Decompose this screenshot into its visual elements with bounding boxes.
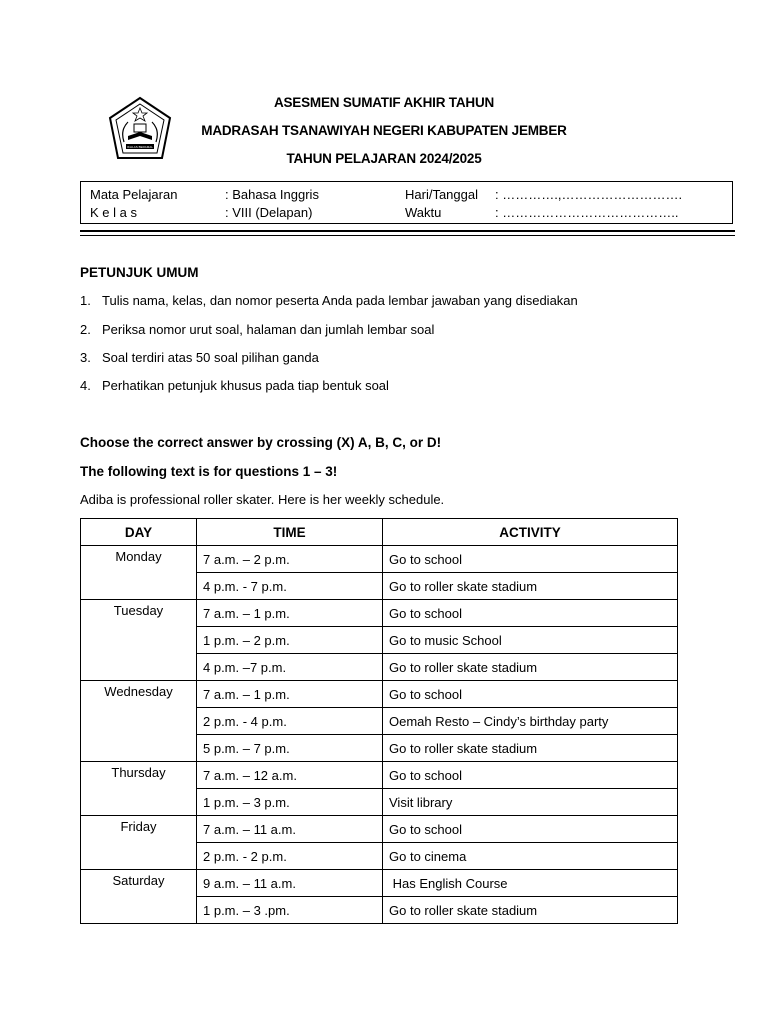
subject-label: Mata Pelajaran: [90, 187, 178, 202]
header-title: ASESMEN SUMATIF AKHIR TAHUN: [273, 95, 495, 110]
activity-cell: Go to roller skate stadium: [383, 735, 678, 762]
activity-cell: Oemah Resto – Cindy’s birthday party: [383, 708, 678, 735]
instruction-text: Tulis nama, kelas, dan nomor peserta Anda pada lembar jawaban yang disediakan: [102, 293, 578, 308]
instructions-title: PETUNJUK UMUM: [80, 265, 199, 280]
instruction-number: 2.: [80, 322, 91, 337]
table-row: [81, 816, 678, 843]
table-header-row: [81, 519, 678, 546]
date-value: : ………….,……………………….: [495, 187, 683, 202]
activity-cell: Go to school: [383, 816, 678, 843]
text-intro: The following text is for questions 1 – 3!: [80, 464, 338, 479]
header-school: MADRASAH TSANAWIYAH NEGERI KABUPATEN JEMBER: [201, 123, 567, 138]
time-cell: 5 p.m. – 7 p.m.: [197, 735, 383, 762]
time-cell: 7 a.m. – 2 p.m.: [197, 546, 383, 573]
schedule-table: [80, 518, 678, 924]
date-label: Hari/Tanggal: [405, 187, 478, 202]
time-cell: 7 a.m. – 1 p.m.: [197, 681, 383, 708]
passage-text: Adiba is professional roller skater. Here is her weekly schedule.: [80, 492, 445, 507]
divider-thin: [80, 235, 735, 236]
instruction-text: Soal terdiri atas 50 soal pilihan ganda: [102, 350, 319, 365]
activity-cell: Go to roller skate stadium: [383, 897, 678, 924]
instruction-item: [80, 322, 434, 337]
question-directive: Choose the correct answer by crossing (X) A, B, C, or D!: [80, 435, 442, 450]
day-cell: Thursday: [81, 762, 197, 816]
time-cell: 7 a.m. – 12 a.m.: [197, 762, 383, 789]
time-cell: 1 p.m. – 3 .pm.: [197, 897, 383, 924]
table-row: [81, 681, 678, 708]
instruction-number: 3.: [80, 350, 91, 365]
time-cell: 7 a.m. – 11 a.m.: [197, 816, 383, 843]
class-value: : VIII (Delapan): [225, 205, 313, 220]
header-day: DAY: [81, 519, 197, 546]
time-cell: 9 a.m. – 11 a.m.: [197, 870, 383, 897]
activity-cell: Go to school: [383, 762, 678, 789]
time-cell: 1 p.m. – 3 p.m.: [197, 789, 383, 816]
activity-cell: Go to school: [383, 600, 678, 627]
activity-cell: Go to school: [383, 546, 678, 573]
day-cell: Tuesday: [81, 600, 197, 681]
time-cell: 1 p.m. – 2 p.m.: [197, 627, 383, 654]
divider-thick: [80, 230, 735, 232]
activity-cell: Go to roller skate stadium: [383, 654, 678, 681]
table-row: [81, 600, 678, 627]
table-row: [81, 546, 678, 573]
activity-cell: Has English Course: [383, 870, 678, 897]
instruction-item: [80, 378, 389, 393]
instruction-text: Periksa nomor urut soal, halaman dan jumlah lembar soal: [102, 322, 435, 337]
header-activity: ACTIVITY: [383, 519, 678, 546]
class-label: K e l a s: [90, 205, 137, 220]
day-cell: Wednesday: [81, 681, 197, 762]
day-cell: Saturday: [81, 870, 197, 924]
activity-cell: Visit library: [383, 789, 678, 816]
time-cell: 7 a.m. – 1 p.m.: [197, 600, 383, 627]
time-value: : …………………………………..: [495, 205, 679, 220]
instruction-item: [80, 293, 578, 308]
activity-cell: Go to music School: [383, 627, 678, 654]
header-year: TAHUN PELAJARAN 2024/2025: [286, 151, 482, 166]
time-cell: 4 p.m. - 7 p.m.: [197, 573, 383, 600]
table-row: [81, 870, 678, 897]
instruction-number: 1.: [80, 293, 91, 308]
instruction-text: Perhatikan petunjuk khusus pada tiap bentuk soal: [102, 378, 389, 393]
time-cell: 2 p.m. - 4 p.m.: [197, 708, 383, 735]
time-label: Waktu: [405, 205, 442, 220]
subject-value: : Bahasa Inggris: [225, 187, 319, 202]
header-time: TIME: [197, 519, 383, 546]
time-cell: 4 p.m. –7 p.m.: [197, 654, 383, 681]
activity-cell: Go to school: [383, 681, 678, 708]
day-cell: Friday: [81, 816, 197, 870]
exam-info-box: [80, 181, 733, 224]
day-cell: Monday: [81, 546, 197, 600]
time-cell: 2 p.m. - 2 p.m.: [197, 843, 383, 870]
instruction-number: 4.: [80, 378, 91, 393]
activity-cell: Go to cinema: [383, 843, 678, 870]
activity-cell: Go to roller skate stadium: [383, 573, 678, 600]
logo-text: IKHLAS BERAMAL: [127, 145, 153, 149]
instruction-item: [80, 350, 319, 365]
table-row: [81, 762, 678, 789]
